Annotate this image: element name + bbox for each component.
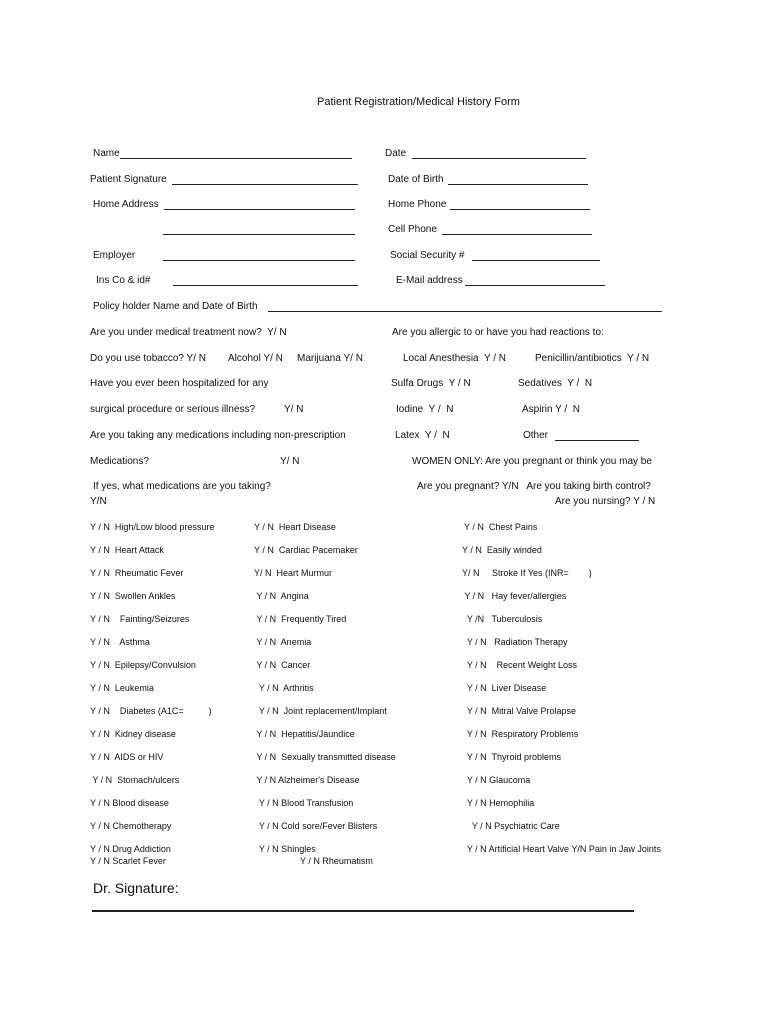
alcohol-question: Alcohol Y/ N: [228, 353, 283, 364]
date-of-birth-field[interactable]: [448, 184, 588, 185]
condition-item: Y / N Easily winded: [462, 545, 542, 555]
patient-signature-field[interactable]: [172, 184, 358, 185]
nursing-question: Are you nursing? Y / N: [555, 496, 656, 507]
condition-item: Y / N Heart Disease: [254, 522, 336, 532]
iodine-allergy: Iodine Y / N: [396, 404, 454, 415]
condition-item: Y / N Thyroid problems: [462, 752, 562, 762]
condition-item: Y / N Drug Addiction: [90, 844, 171, 854]
condition-item: Y /N Tuberculosis: [462, 614, 543, 624]
surgical-yn: Y/ N: [284, 404, 304, 415]
dr-signature-field[interactable]: [92, 910, 634, 912]
condition-item: Y / N Blood disease: [90, 798, 169, 808]
condition-item: Y / N Alzheimer's Disease: [254, 775, 360, 785]
email-field[interactable]: [465, 285, 605, 286]
condition-item: Y / N Blood Transfusion: [254, 798, 354, 808]
ins-co-label: Ins Co & id#: [96, 275, 151, 286]
condition-item: Y / N Frequently Tired: [254, 614, 347, 624]
condition-item: Y / N Hay fever/allergies: [462, 591, 567, 601]
condition-item: Y / N Diabetes (A1C= ): [90, 706, 212, 716]
condition-item: Y / N Scarlet Fever: [90, 856, 166, 866]
condition-item: Y / N Glaucoma: [462, 775, 531, 785]
aspirin-allergy: Aspirin Y / N: [522, 404, 580, 415]
condition-item: Y / N Anemia: [254, 637, 312, 647]
dr-signature-label: Dr. Signature:: [93, 880, 179, 896]
employer-field[interactable]: [163, 260, 355, 261]
other-allergy-label: Other: [523, 430, 549, 441]
condition-item: Y / N Swollen Ankles: [90, 591, 176, 601]
policy-holder-field[interactable]: [268, 311, 662, 312]
women-only-question: WOMEN ONLY: Are you pregnant or think you may be: [412, 456, 652, 467]
condition-item: Y / N High/Low blood pressure: [90, 522, 215, 532]
condition-item: Y / N Leukemia: [90, 683, 154, 693]
sedatives-allergy: Sedatives Y / N: [518, 378, 593, 389]
condition-item: Y / N Artificial Heart Valve Y/N Pain in Jaw Joints: [462, 844, 661, 854]
condition-item: Y / N Chest Pains: [464, 522, 538, 532]
condition-item: Y / N Rheumatism: [300, 856, 373, 866]
if-yes-yn: Y/N: [90, 496, 107, 507]
home-address-line2-field[interactable]: [163, 234, 355, 235]
condition-item: Y / N Shingles: [254, 844, 316, 854]
medications-label: Medications?: [90, 456, 149, 467]
condition-item: Y / N Asthma: [90, 637, 150, 647]
condition-item: Y / N Liver Disease: [462, 683, 547, 693]
condition-item: Y / N Psychiatric Care: [462, 821, 560, 831]
condition-item: Y / N Angina: [254, 591, 309, 601]
ins-co-field[interactable]: [173, 285, 358, 286]
condition-item: Y / N Kidney disease: [90, 729, 176, 739]
if-yes-medications-question: If yes, what medications are you taking?: [93, 481, 271, 492]
condition-item: Y / N Recent Weight Loss: [462, 660, 578, 670]
condition-item: Y / N Arthritis: [254, 683, 314, 693]
date-label: Date: [385, 148, 407, 159]
sulfa-allergy: Sulfa Drugs Y / N: [391, 378, 471, 389]
date-of-birth-label: Date of Birth: [388, 174, 444, 185]
condition-item: Y / N Fainting/Seizures: [90, 614, 190, 624]
allergic-question: Are you allergic to or have you had reactions to:: [392, 327, 604, 338]
page-title: Patient Registration/Medical History Form: [317, 96, 520, 108]
condition-item: Y / N Cancer: [254, 660, 311, 670]
condition-item: Y / N AIDS or HIV: [90, 752, 164, 762]
name-label: Name: [93, 148, 120, 159]
condition-item: Y / N Rheumatic Fever: [90, 568, 184, 578]
tobacco-question: Do you use tobacco? Y/ N: [90, 353, 206, 364]
marijuana-question: Marijuana Y/ N: [297, 353, 363, 364]
cell-phone-label: Cell Phone: [388, 224, 437, 235]
medications-question: Are you taking any medications including non-prescription: [90, 430, 346, 441]
condition-item: Y / N Cardiac Pacemaker: [254, 545, 358, 555]
condition-item: Y/ N Stroke If Yes (INR= ): [462, 568, 592, 578]
home-phone-field[interactable]: [450, 209, 590, 210]
medications-yn: Y/ N: [280, 456, 300, 467]
condition-item: Y / N Heart Attack: [90, 545, 164, 555]
social-security-field[interactable]: [472, 260, 600, 261]
home-address-field[interactable]: [164, 209, 355, 210]
condition-item: Y / N Hepatitis/Jaundice: [254, 729, 355, 739]
condition-item: Y / N Radiation Therapy: [462, 637, 568, 647]
other-allergy-field[interactable]: [555, 440, 639, 441]
employer-label: Employer: [93, 250, 136, 261]
condition-item: Y / N Sexually transmitted disease: [254, 752, 396, 762]
condition-item: Y / N Stomach/ulcers: [90, 775, 180, 785]
penicillin-allergy: Penicillin/antibiotics Y / N: [535, 353, 650, 364]
condition-item: Y / N Epilepsy/Convulsion: [90, 660, 196, 670]
date-field[interactable]: [412, 158, 586, 159]
name-field[interactable]: [120, 158, 352, 159]
condition-item: Y / N Hemophilia: [462, 798, 535, 808]
home-address-label: Home Address: [93, 199, 159, 210]
condition-item: Y / N Mitral Valve Prolapse: [462, 706, 577, 716]
condition-item: Y / N Joint replacement/Implant: [254, 706, 387, 716]
social-security-label: Social Security #: [390, 250, 465, 261]
pregnant-question: Are you pregnant? Y/N Are you taking birth control?: [417, 481, 651, 492]
patient-signature-label: Patient Signature: [90, 174, 167, 185]
latex-allergy: Latex Y / N: [395, 430, 450, 441]
medical-treatment-question: Are you under medical treatment now? Y/ N: [90, 327, 287, 338]
policy-holder-label: Policy holder Name and Date of Birth: [93, 301, 258, 312]
email-label: E-Mail address: [396, 275, 463, 286]
surgical-question: surgical procedure or serious illness?: [90, 404, 256, 415]
condition-item: Y / N Respiratory Problems: [462, 729, 579, 739]
home-phone-label: Home Phone: [388, 199, 447, 210]
hospitalized-question: Have you ever been hospitalized for any: [90, 378, 269, 389]
condition-item: Y / N Chemotherapy: [90, 821, 172, 831]
local-anesthesia-allergy: Local Anesthesia Y / N: [403, 353, 507, 364]
cell-phone-field[interactable]: [442, 234, 592, 235]
condition-item: Y / N Cold sore/Fever Blisters: [254, 821, 378, 831]
condition-item: Y/ N Heart Murmur: [254, 568, 333, 578]
